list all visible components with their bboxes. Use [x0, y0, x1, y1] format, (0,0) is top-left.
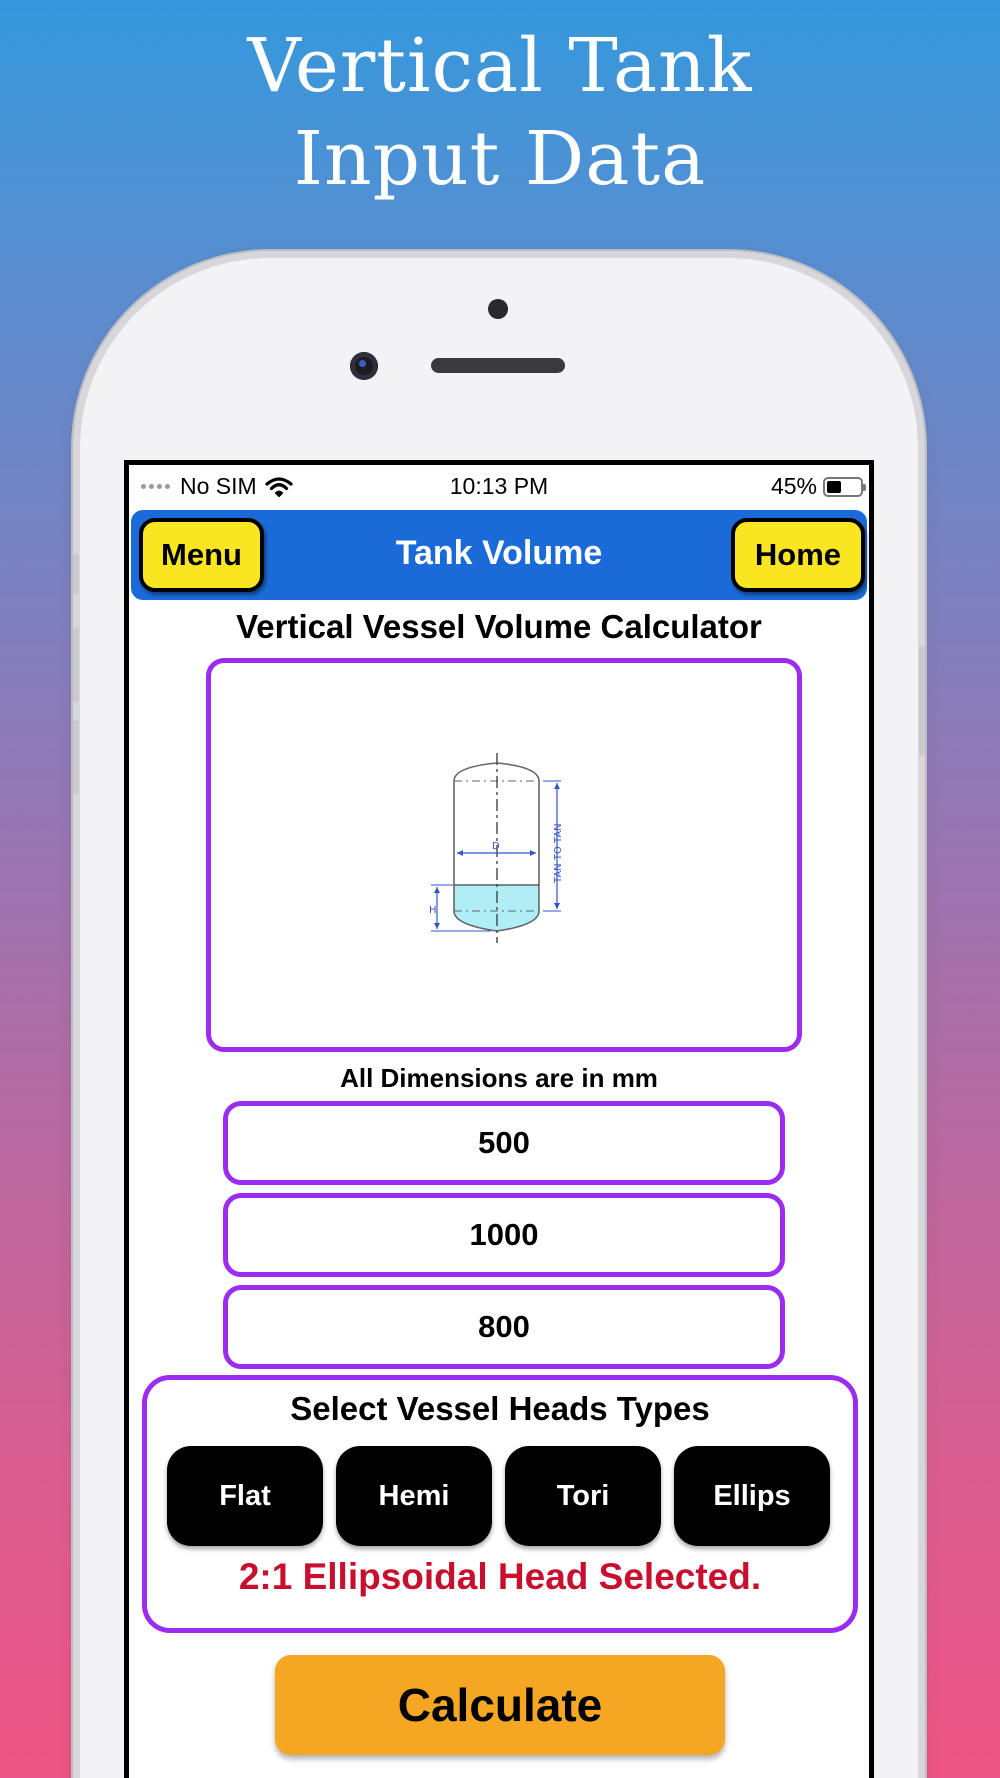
promo-title: [0, 20, 1000, 206]
app-screen: [124, 460, 874, 1778]
diameter-label: D: [492, 841, 500, 852]
nav-title: Tank Volume: [395, 534, 603, 572]
menu-button[interactable]: Menu: [139, 518, 264, 592]
phone-side-button-left-1: [73, 554, 79, 594]
head-flat-button[interactable]: Flat: [167, 1446, 323, 1546]
dimension-input-3[interactable]: [223, 1285, 785, 1369]
front-camera-icon: [350, 352, 378, 380]
dimension-input-2[interactable]: [223, 1193, 785, 1277]
heads-title: Select Vessel Heads Types: [290, 1390, 710, 1427]
phone-side-button-left-2: [73, 628, 79, 702]
phone-sensor-dot: [488, 299, 508, 319]
status-bar: [129, 465, 869, 507]
height-label: H: [429, 905, 437, 916]
calculate-button[interactable]: Calculate: [275, 1655, 725, 1755]
vertical-vessel-diagram: [411, 753, 601, 953]
vessel-heads-panel: [142, 1375, 858, 1633]
battery-icon: [823, 477, 863, 497]
battery-percent: 45%: [770, 473, 817, 499]
dimension-input-1[interactable]: [223, 1101, 785, 1185]
units-note: All Dimensions are in mm: [340, 1063, 658, 1093]
promo-title-line-1: Vertical Tank: [247, 23, 753, 109]
phone-side-button-left-3: [73, 720, 79, 794]
tan-to-tan-label: TAN TO TAN: [553, 823, 564, 883]
page-title: Vertical Vessel Volume Calculator: [236, 608, 762, 645]
head-ellips-button[interactable]: Ellips: [674, 1446, 830, 1546]
nav-bar: [131, 510, 867, 600]
status-right: [771, 473, 863, 500]
vessel-diagram-frame: [206, 658, 802, 1052]
selected-head-status: 2:1 Ellipsoidal Head Selected.: [238, 1556, 762, 1597]
earpiece-speaker: [431, 358, 565, 373]
status-time: 10:13 PM: [449, 473, 549, 499]
head-tori-button[interactable]: Tori: [505, 1446, 661, 1546]
phone-side-button-right: [919, 646, 925, 756]
promo-title-line-2: Input Data: [293, 116, 707, 202]
home-button[interactable]: Home: [731, 518, 865, 592]
carrier-label: No SIM: [180, 473, 257, 499]
head-hemi-button[interactable]: Hemi: [336, 1446, 492, 1546]
